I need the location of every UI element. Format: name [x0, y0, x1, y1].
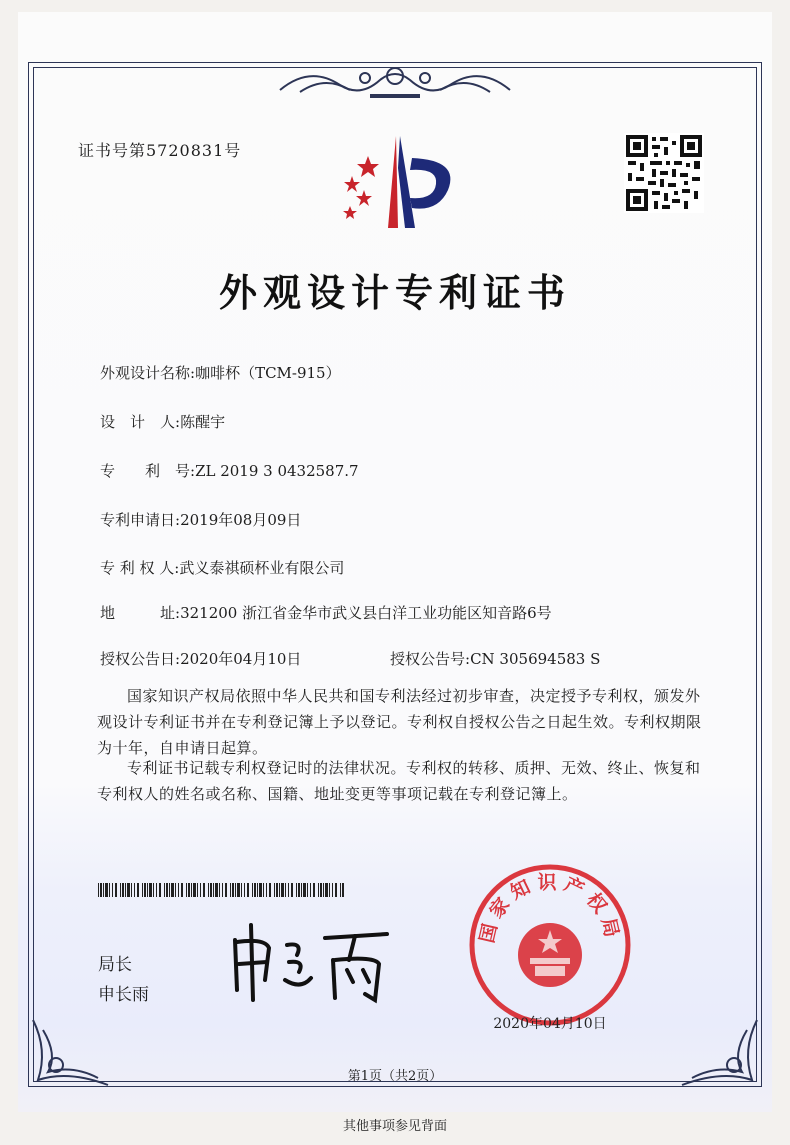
address-value: 321200 浙江省金华市武义县白洋工业功能区知音路6号	[180, 604, 552, 622]
design-name-value: 咖啡杯（TCM-915）	[195, 364, 341, 382]
designer-row	[100, 411, 225, 432]
director-title: 局长	[98, 955, 132, 975]
grant-number-row	[390, 648, 600, 669]
patent-number-value: ZL 2019 3 0432587.7	[195, 462, 359, 480]
grant-date-label: 授权公告日:	[100, 650, 181, 668]
address-label: 地 址:	[100, 604, 181, 622]
patent-number-row	[100, 460, 359, 481]
grant-date-value: 2020年04月10日	[180, 650, 302, 668]
footer-note: 其他事项参见背面	[342, 1119, 447, 1134]
patent-number-label: 专 利 号:	[100, 462, 196, 480]
patentee-value: 武义泰祺硕杯业有限公司	[179, 559, 345, 577]
page-title: 外观设计专利证书	[218, 270, 571, 315]
svg-text:国家知识产权局: 国家知识产权局	[476, 871, 624, 946]
qr-code-icon	[624, 133, 704, 213]
grant-date-row	[100, 648, 301, 669]
body-paragraph-1: 国家知识产权局依照中华人民共和国专利法经过初步审查，决定授予专利权，颁发外观设计专利证书并在专利登记簿上予以登记。专利权自授权公告之日起生效。专利权期限为十年，自申请日起算。	[97, 687, 702, 757]
designer-label: 设 计 人:	[100, 413, 181, 431]
certificate-number: 证书号第5720831号	[78, 141, 242, 160]
address-row	[100, 602, 552, 623]
patentee-label: 专 利 权 人:	[100, 559, 180, 577]
seal-date: 2020年04月10日	[493, 1016, 607, 1032]
director-name: 申长雨	[98, 985, 149, 1005]
barcode-icon	[98, 883, 346, 897]
design-name-label: 外观设计名称:	[100, 364, 196, 382]
filing-date-row	[100, 509, 301, 530]
patentee-row	[100, 557, 344, 578]
cnipa-logo-icon	[330, 128, 460, 238]
grant-number-value: CN 305694583 S	[470, 650, 601, 668]
designer-value: 陈醒宇	[180, 413, 226, 431]
filing-date-value: 2019年08月09日	[180, 511, 302, 529]
design-name-row	[100, 362, 341, 383]
page-number: 第1页（共2页）	[347, 1069, 443, 1084]
filing-date-label: 专利申请日:	[100, 511, 181, 529]
top-ornament-icon	[270, 60, 520, 102]
body-paragraph-2: 专利证书记载专利权登记时的法律状况。专利权的转移、质押、无效、终止、恢复和专利权人的姓名或名称、国籍、地址变更等事项记载在专利登记簿上。	[97, 759, 701, 803]
official-seal-icon	[465, 860, 635, 1030]
director-signature-icon	[225, 920, 395, 1005]
grant-number-label: 授权公告号:	[390, 650, 471, 668]
